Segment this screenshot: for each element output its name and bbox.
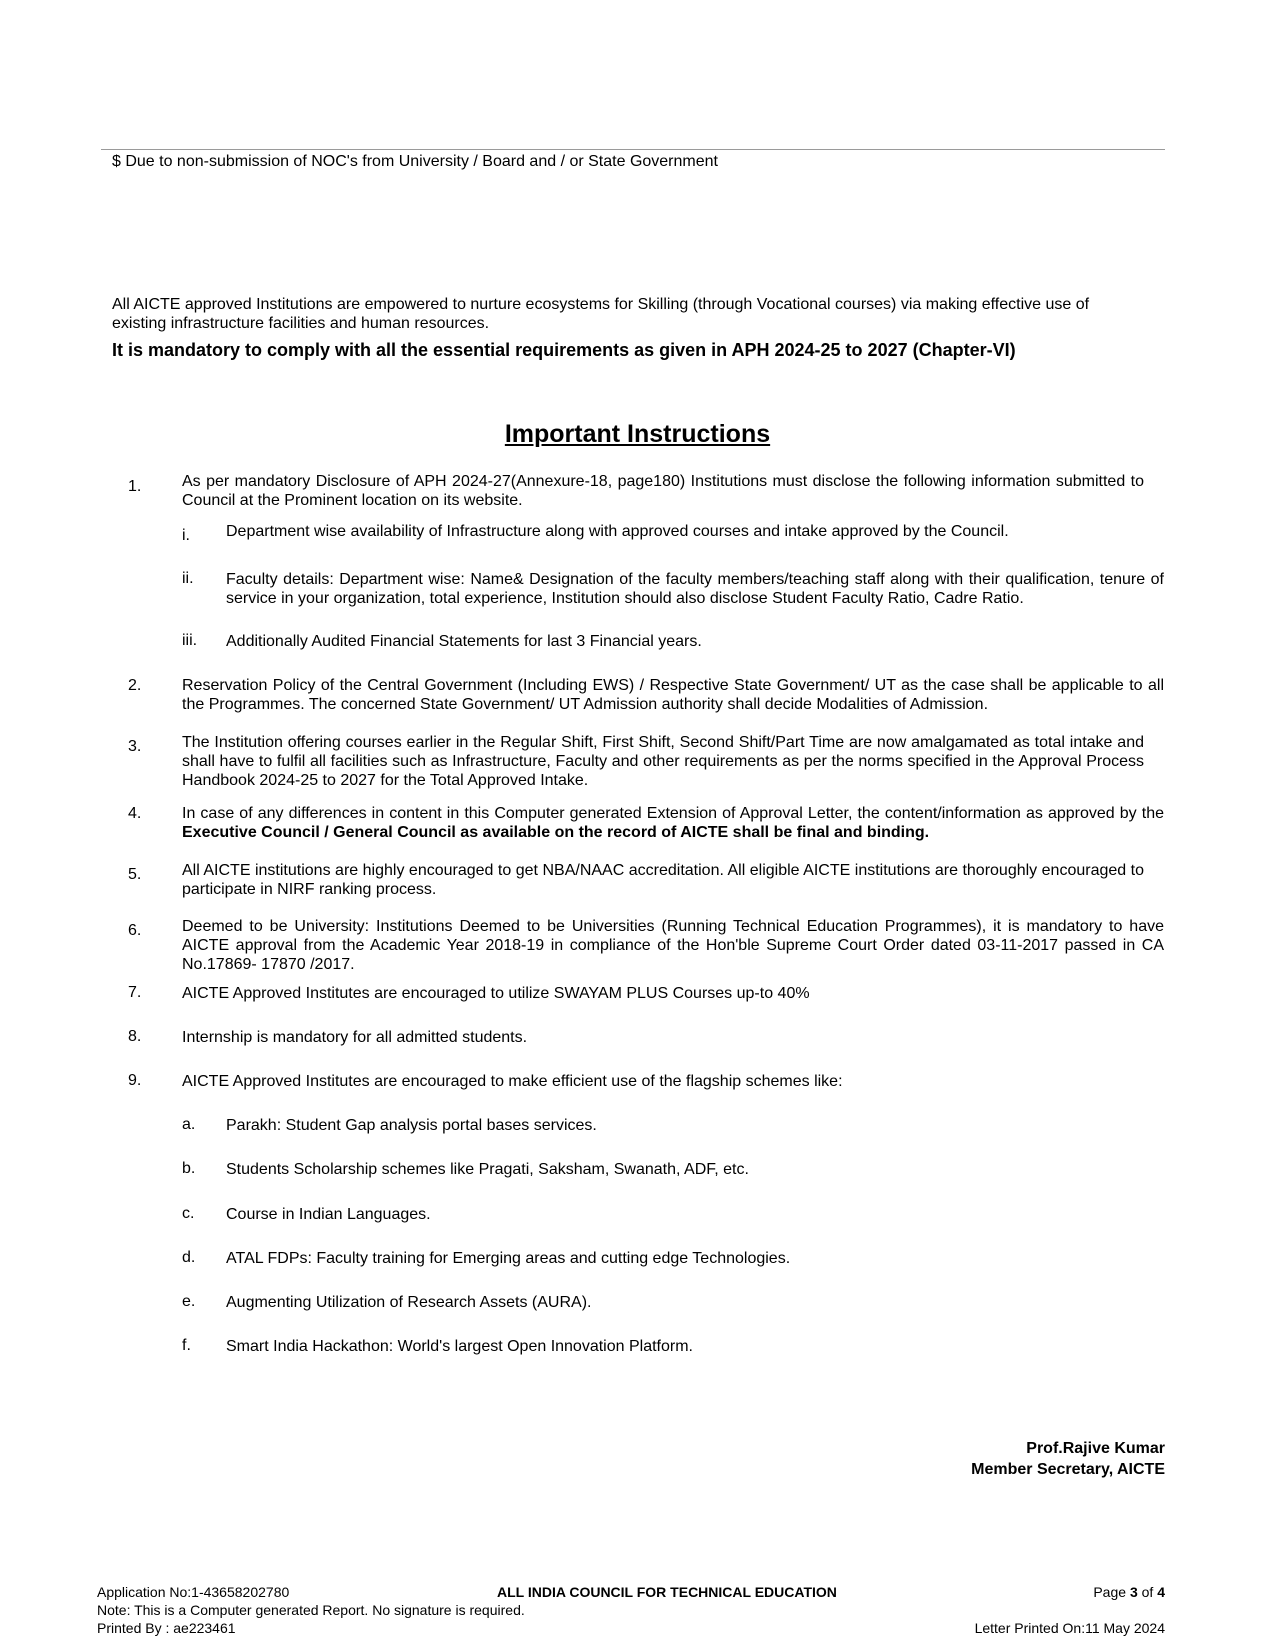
page-current: 3 xyxy=(1129,1584,1138,1600)
page-title: Important Instructions xyxy=(504,420,771,448)
sub-item: Faculty details: Department wise: Name& Designation of the faculty members/teaching staff along with their qualification, tenure of service in your organization, total experience, Institution should also disclose Student Faculty Ratio, Cadre Ratio. xyxy=(226,571,1164,607)
sub-item: Additionally Audited Financial Statements for last 3 Financial years. xyxy=(226,633,702,650)
list-item-bold-text: Executive Council / General Council as available on the record of AICTE shall be final and binding. xyxy=(182,824,930,841)
sub-item: ATAL FDPs: Faculty training for Emerging areas and cutting edge Technologies. xyxy=(226,1250,791,1267)
sub-item-number: i. xyxy=(182,527,190,544)
sub-item: Course in Indian Languages. xyxy=(226,1206,431,1223)
noc-note: $ Due to non-submission of NOC's from University / Board and / or State Government xyxy=(112,153,718,170)
sub-item: Augmenting Utilization of Research Assets (AURA). xyxy=(226,1294,592,1311)
footer-application-no: Application No:1-43658202780 xyxy=(97,1584,290,1600)
skilling-paragraph: All AICTE approved Institutions are empowered to nurture ecosystems for Skilling (through Vocational courses) via making effective use of existing infrastructure facilities and human resources. xyxy=(112,296,1090,332)
sub-item-number: ii. xyxy=(182,570,194,587)
footer-note: Note: This is a Computer generated Report. No signature is required. xyxy=(97,1602,525,1618)
list-item-number: 7. xyxy=(128,984,142,1001)
list-item-number: 2. xyxy=(128,677,142,694)
list-item-number: 8. xyxy=(128,1028,142,1045)
list-item: Reservation Policy of the Central Government (Including EWS) / Respective State Government/ UT as the case shall be applicable to all the Programmes. The concerned State Government/ UT Admission authority shall decide Modalities of Admission. xyxy=(182,677,1164,713)
list-item-number: 5. xyxy=(128,866,142,883)
list-item-number: 3. xyxy=(128,738,142,755)
list-item xyxy=(182,804,1164,842)
signatory-title: Member Secretary, AICTE xyxy=(971,1461,1165,1478)
page-total: 4 xyxy=(1157,1584,1165,1600)
list-item: AICTE Approved Institutes are encouraged to utilize SWAYAM PLUS Courses up-to 40% xyxy=(182,985,810,1002)
list-item-number: 9. xyxy=(128,1072,142,1089)
footer-printed-by: Printed By : ae223461 xyxy=(97,1620,236,1636)
sub-item: Parakh: Student Gap analysis portal bases services. xyxy=(226,1117,597,1134)
mandatory-compliance-line: It is mandatory to comply with all the essential requirements as given in APH 2024-25 to 2027 (Chapter-VI) xyxy=(112,340,1016,360)
sub-item-number: a. xyxy=(182,1116,196,1133)
page-of: of xyxy=(1137,1584,1158,1600)
list-item-number: 4. xyxy=(128,805,142,822)
list-item: AICTE Approved Institutes are encouraged to make efficient use of the flagship schemes like: xyxy=(182,1073,843,1090)
sub-item-number: b. xyxy=(182,1160,196,1177)
sub-item: Smart India Hackathon: World's largest Open Innovation Platform. xyxy=(226,1338,693,1355)
list-item-number: 1. xyxy=(128,478,142,495)
list-item: The Institution offering courses earlier in the Regular Shift, First Shift, Second Shift/Part Time are now amalgamated as total intake and shall have to fulfil all facilities such as Infrastructure, Faculty and other requirements as per the norms specified in the Approval Process Handbook 2024-25 to 2027 for the Total Approved Intake. xyxy=(182,734,1144,789)
list-item: Deemed to be University: Institutions Deemed to be Universities (Running Technical Education Programmes), it is mandatory to have AICTE approval from the Academic Year 2018-19 in compliance of the Hon'ble Supreme Court Order dated 03-11-2017 passed in CA No.17869- 17870 /2017. xyxy=(182,918,1164,973)
sub-item: Department wise availability of Infrastructure along with approved courses and intake approved by the Council. xyxy=(226,523,1009,540)
footer-printed-on: Letter Printed On:11 May 2024 xyxy=(974,1620,1165,1636)
footer-council-name: ALL INDIA COUNCIL FOR TECHNICAL EDUCATION xyxy=(497,1584,837,1600)
signature-block xyxy=(971,1438,1165,1480)
list-item-number: 6. xyxy=(128,922,142,939)
sub-item-number: f. xyxy=(182,1337,191,1354)
page-prefix: Page xyxy=(1093,1584,1130,1600)
footer-page-number xyxy=(1093,1584,1165,1600)
list-item: All AICTE institutions are highly encouraged to get NBA/NAAC accreditation. All eligible AICTE institutions are thoroughly encouraged to participate in NIRF ranking process. xyxy=(182,862,1144,898)
sub-item-number: iii. xyxy=(182,632,198,649)
signatory-name: Prof.Rajive Kumar xyxy=(1026,1440,1165,1457)
list-item: As per mandatory Disclosure of APH 2024-27(Annexure-18, page180) Institutions must disclose the following information submitted to Council at the Prominent location on its website. xyxy=(182,473,1144,509)
sub-item-number: e. xyxy=(182,1293,196,1310)
sub-item-number: c. xyxy=(182,1205,195,1222)
list-item-text: In case of any differences in content in this Computer generated Extension of Approval Letter, the content/information as approved by the xyxy=(182,805,1164,822)
sub-item-number: d. xyxy=(182,1249,196,1266)
list-item: Internship is mandatory for all admitted students. xyxy=(182,1029,528,1046)
top-divider xyxy=(101,149,1165,150)
sub-item: Students Scholarship schemes like Pragati, Saksham, Swanath, ADF, etc. xyxy=(226,1161,749,1178)
